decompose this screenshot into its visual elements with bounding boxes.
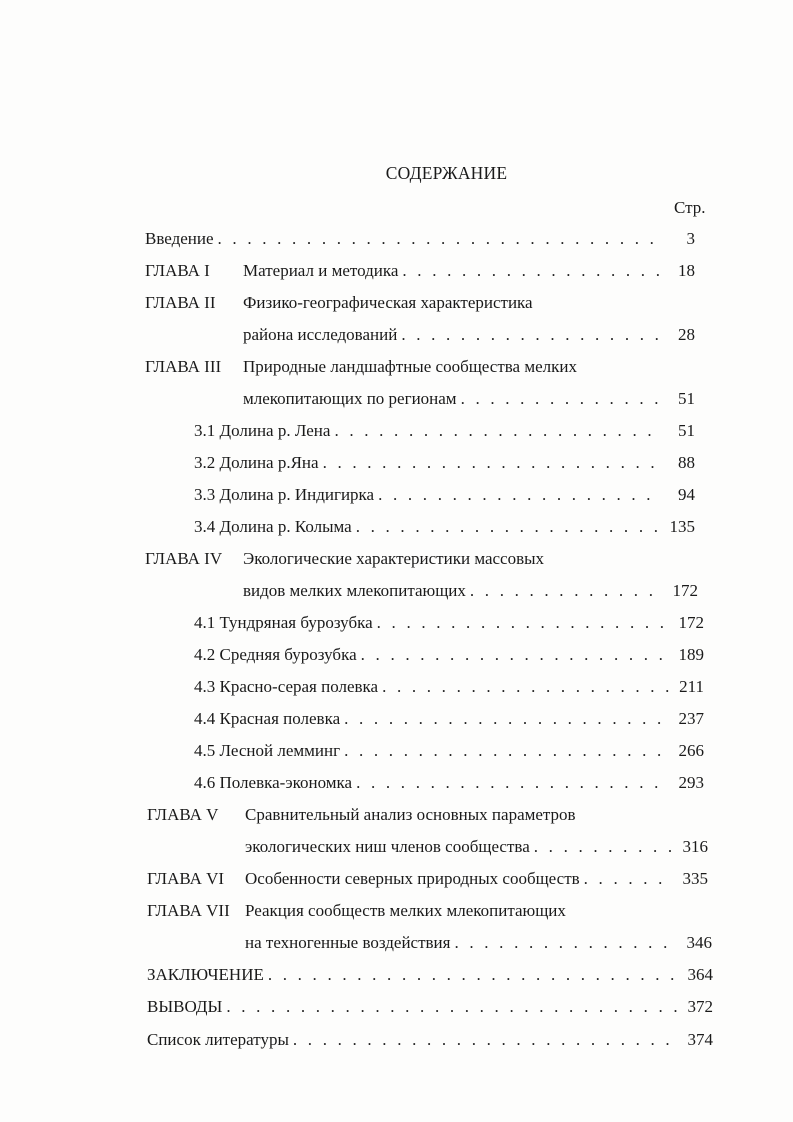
toc-entry-chapter-6[interactable] bbox=[147, 868, 708, 890]
dot-leader bbox=[334, 420, 661, 442]
dot-leader bbox=[323, 452, 661, 474]
toc-page-number: 3 bbox=[686, 229, 695, 248]
toc-entry-text: 3.2 Долина р.Яна bbox=[194, 453, 319, 472]
toc-entry-text: 4.3 Красно-серая полевка bbox=[194, 677, 379, 696]
toc-entry-text: экологических ниш членов сообщества bbox=[245, 837, 530, 856]
chapter-number: ГЛАВА V bbox=[147, 805, 219, 824]
dot-leader bbox=[226, 996, 679, 1018]
toc-entry-section-4-1[interactable] bbox=[194, 612, 704, 634]
toc-entry-intro[interactable] bbox=[145, 228, 695, 250]
dot-leader bbox=[382, 676, 670, 698]
dot-leader bbox=[218, 228, 661, 250]
toc-entry-text: 4.5 Лесной лемминг bbox=[194, 741, 341, 760]
toc-page-number: 293 bbox=[678, 773, 704, 792]
toc-entry-text: Экологические характеристики массовых bbox=[243, 549, 545, 568]
toc-entry-chapter-5[interactable] bbox=[245, 836, 708, 858]
chapter-number: ГЛАВА I bbox=[145, 261, 210, 280]
dot-leader bbox=[268, 964, 679, 986]
toc-entry-text: 4.2 Средняя бурозубка bbox=[194, 645, 357, 664]
chapter-number: ГЛАВА II bbox=[145, 293, 216, 312]
toc-entry-text: млекопитающих по регионам bbox=[243, 389, 457, 408]
page-title: СОДЕРЖАНИЕ bbox=[385, 163, 508, 183]
toc-page-number: 172 bbox=[672, 581, 698, 600]
toc-entry-chapter-2-title[interactable] bbox=[145, 292, 533, 314]
toc-entry-chapter-2[interactable] bbox=[243, 324, 695, 346]
toc-page-number: 266 bbox=[678, 741, 704, 760]
dot-leader bbox=[402, 260, 661, 282]
toc-page-number: 346 bbox=[686, 933, 712, 952]
toc-page-number: 28 bbox=[678, 325, 695, 344]
dot-leader bbox=[401, 324, 661, 346]
toc-entry-chapter-3[interactable] bbox=[243, 388, 695, 410]
toc-entry-text: Введение bbox=[145, 229, 214, 248]
toc-page-number: 189 bbox=[678, 645, 704, 664]
toc-entry-section-4-6[interactable] bbox=[194, 772, 704, 794]
chapter-number: ГЛАВА III bbox=[145, 357, 222, 376]
toc-entry-section-4-3[interactable] bbox=[194, 676, 704, 698]
toc-page-number: 18 bbox=[678, 261, 695, 280]
toc-page-number: 372 bbox=[687, 997, 713, 1016]
toc-entry-text: Природные ландшафтные сообщества мелких bbox=[243, 357, 577, 376]
toc-entry-text: 3.3 Долина р. Индигирка bbox=[194, 485, 375, 504]
chapter-number: ГЛАВА VII bbox=[147, 901, 230, 920]
dot-leader bbox=[344, 708, 670, 730]
toc-entry-section-4-2[interactable] bbox=[194, 644, 704, 666]
toc-page-number: 211 bbox=[679, 677, 704, 696]
toc-entry-chapter-7-title[interactable] bbox=[147, 900, 566, 922]
toc-page-number: 135 bbox=[669, 517, 695, 536]
toc-page-number: 51 bbox=[678, 389, 695, 408]
toc-page-number: 94 bbox=[678, 485, 695, 504]
toc-entry-section-3-4[interactable] bbox=[194, 516, 695, 538]
toc-entry-text: Особенности северных природных сообществ bbox=[245, 869, 580, 888]
toc-entry-text: 3.1 Долина р. Лена bbox=[194, 421, 331, 440]
toc-page-number: 335 bbox=[682, 869, 708, 888]
toc-entry-section-4-4[interactable] bbox=[194, 708, 704, 730]
toc-entry-references[interactable] bbox=[147, 1029, 713, 1051]
toc-page-number: 51 bbox=[678, 421, 695, 440]
toc-entry-section-3-3[interactable] bbox=[194, 484, 695, 506]
dot-leader bbox=[344, 740, 670, 762]
page-column-header: Стр. bbox=[674, 198, 706, 217]
toc-entry-conclusion[interactable] bbox=[147, 964, 713, 986]
toc-entry-text: видов мелких млекопитающих bbox=[243, 581, 466, 600]
toc-entry-section-3-2[interactable] bbox=[194, 452, 695, 474]
toc-entry-text: 3.4 Долина р. Колыма bbox=[194, 517, 352, 536]
toc-entry-text: Материал и методика bbox=[243, 261, 399, 280]
dot-leader bbox=[461, 388, 661, 410]
toc-entry-text: района исследований bbox=[243, 325, 398, 344]
chapter-number: ГЛАВА VI bbox=[147, 869, 225, 888]
toc-entry-text: Список литературы bbox=[147, 1030, 289, 1049]
dot-leader bbox=[378, 484, 661, 506]
dot-leader bbox=[454, 932, 678, 954]
toc-page-number: 88 bbox=[678, 453, 695, 472]
dot-leader bbox=[584, 868, 674, 890]
toc-entry-chapter-7[interactable] bbox=[245, 932, 712, 954]
toc-entry-chapter-5-title[interactable] bbox=[147, 804, 576, 826]
chapter-number: ГЛАВА IV bbox=[145, 549, 223, 568]
toc-page-number: 237 bbox=[678, 709, 704, 728]
toc-entry-section-4-5[interactable] bbox=[194, 740, 704, 762]
dot-leader bbox=[377, 612, 670, 634]
toc-entry-text: 4.4 Красная полевка bbox=[194, 709, 341, 728]
toc-entry-text: 4.6 Полевка-экономка bbox=[194, 773, 353, 792]
toc-entry-chapter-4-title[interactable] bbox=[145, 548, 544, 570]
toc-entry-text: Физико-географическая характеристика bbox=[243, 293, 533, 312]
toc-entry-chapter-4[interactable] bbox=[243, 580, 698, 602]
toc-entry-text: 4.1 Тундряная бурозубка bbox=[194, 613, 373, 632]
dot-leader bbox=[534, 836, 674, 858]
dot-leader bbox=[470, 580, 664, 602]
toc-page-number: 172 bbox=[678, 613, 704, 632]
toc-entry-chapter-3-title[interactable] bbox=[145, 356, 577, 378]
toc-entry-text: ЗАКЛЮЧЕНИЕ bbox=[147, 965, 264, 984]
dot-leader bbox=[356, 772, 670, 794]
toc-page-number: 374 bbox=[687, 1030, 713, 1049]
toc-entry-text: на техногенные воздействия bbox=[245, 933, 451, 952]
toc-entry-text: Сравнительный анализ основных параметров bbox=[245, 805, 576, 824]
toc-entry-findings[interactable] bbox=[147, 996, 713, 1018]
toc-entry-text: Реакция сообществ мелких млекопитающих bbox=[245, 901, 566, 920]
toc-page-number: 316 bbox=[682, 837, 708, 856]
toc-page-number: 364 bbox=[687, 965, 713, 984]
dot-leader bbox=[293, 1029, 679, 1051]
dot-leader bbox=[361, 644, 670, 666]
toc-entry-text: ВЫВОДЫ bbox=[147, 997, 223, 1016]
toc-entry-section-3-1[interactable] bbox=[194, 420, 695, 442]
toc-entry-chapter-1[interactable] bbox=[145, 260, 695, 282]
dot-leader bbox=[356, 516, 661, 538]
